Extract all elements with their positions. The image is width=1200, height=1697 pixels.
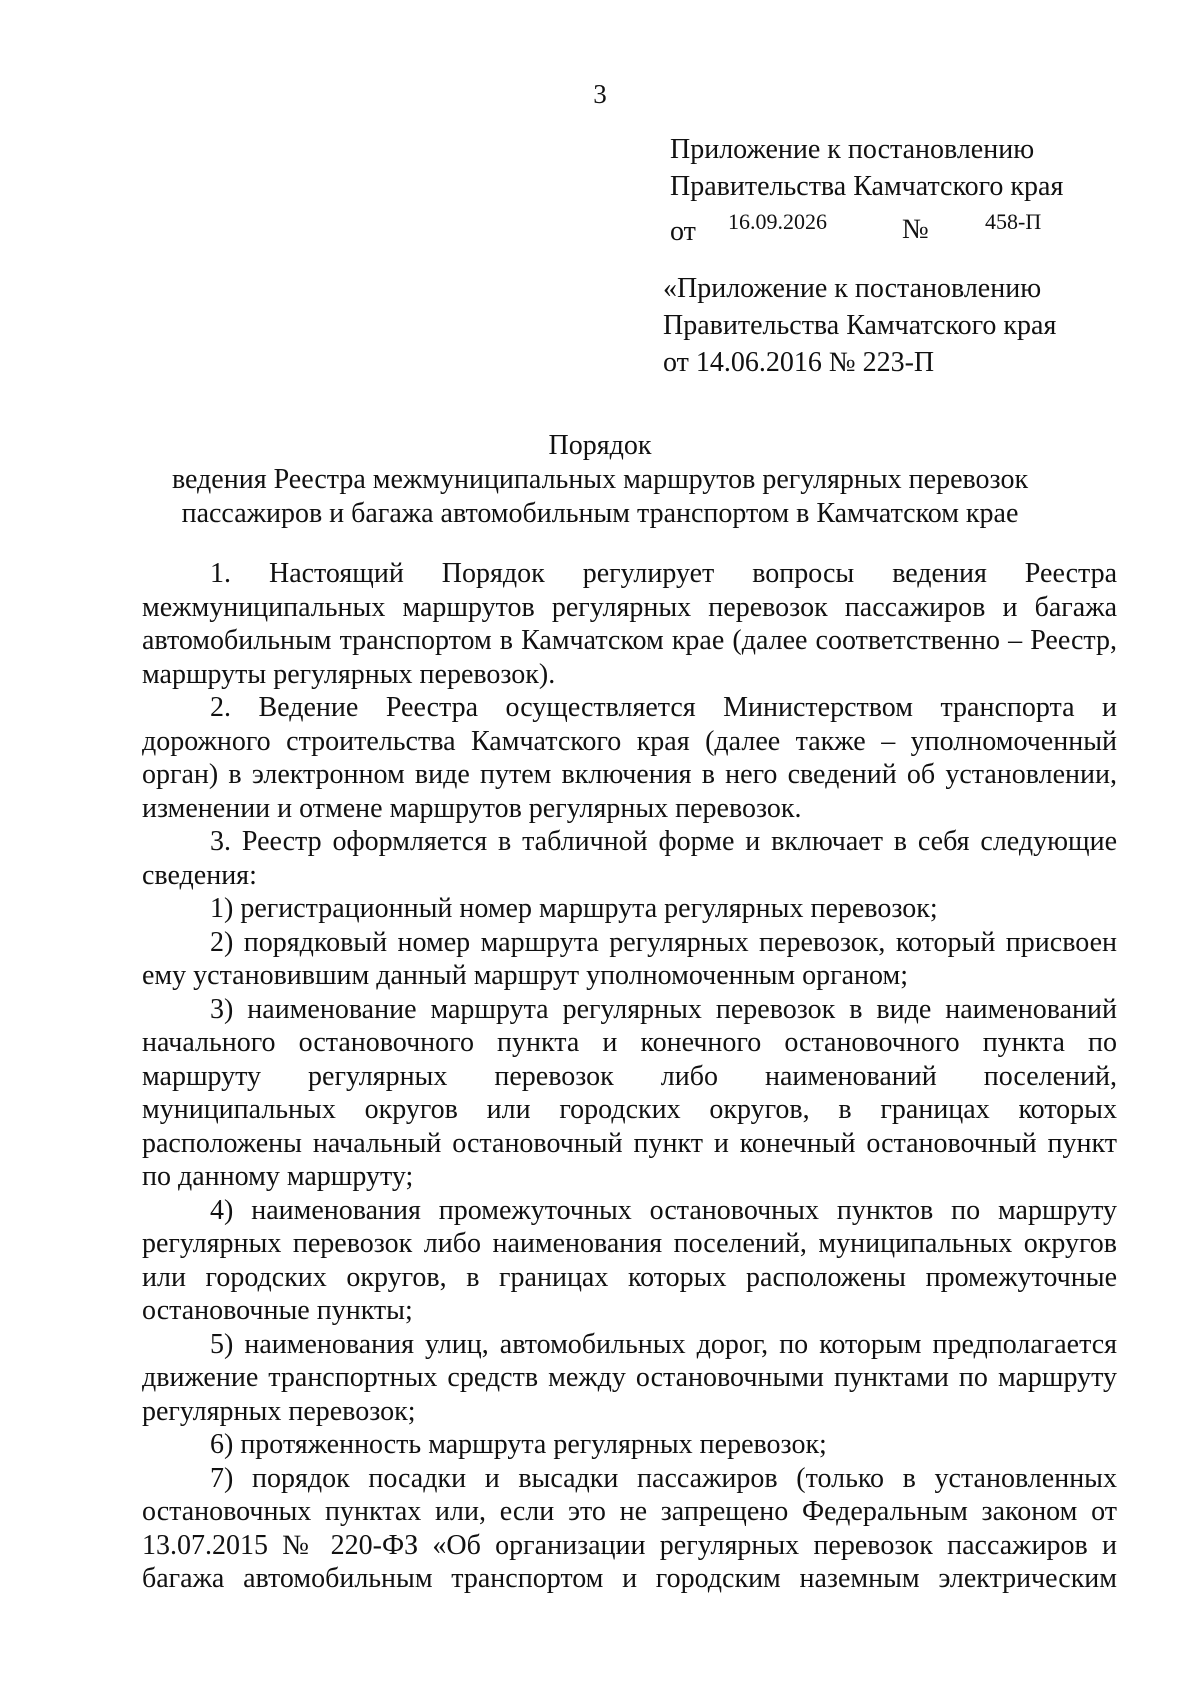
paragraph-2: 2. Ведение Реестра осуществляется Министерством транспорта и дорожного строительства Камчатского края (далее также – уполномоченный орган) в электронном виде путем включения в него сведений об установлении, изменении и отмене маршрутов регулярных перевозок.: [142, 692, 1117, 824]
appendix-original-line1: «Приложение к постановлению: [663, 273, 1042, 304]
list-item-3: 3) наименование маршрута регулярных перевозок в виде наименований начального остановочного пункта и конечного остановочного пункта по маршруту регулярных перевозок либо наименований поселений, муниципальных округов или городских округов, в границах которых расположены начальный остановочный пункт и конечный остановочный пункт по данному маршруту;: [142, 993, 1117, 1192]
title-line2: пассажиров и багажа автомобильным транспортом в Камчатском крае: [181, 498, 1019, 529]
from-label: от: [670, 216, 696, 247]
page-number: 3: [593, 79, 607, 109]
list-item-2: 2) порядковый номер маршрута регулярных перевозок, который присвоен ему установившим данный маршрут уполномоченным органом;: [142, 926, 1117, 991]
list-item-6: 6) протяженность маршрута регулярных перевозок;: [210, 1429, 827, 1460]
list-item-7: 7) порядок посадки и высадки пассажиров (только в установленных остановочных пунктах или, если это не запрещено Федеральным законом от 13.07.2015 № 220-ФЗ «Об организации регулярных перевозок пассажиров и багажа автомобильным транспортом и городским наземным электрическим: [142, 1462, 1117, 1594]
appendix-current-line1: Приложение к постановлению: [670, 134, 1035, 165]
list-item-5: 5) наименования улиц, автомобильных дорог, по которым предполагается движение транспортных средств между остановочными пунктами по маршруту регулярных перевозок;: [142, 1328, 1117, 1427]
title-line1: ведения Реестра межмуниципальных маршрутов регулярных перевозок: [171, 464, 1029, 495]
appendix-current-reference: [670, 205, 1130, 245]
paragraph-1: 1. Настоящий Порядок регулирует вопросы ведения Реестра межмуниципальных маршрутов регулярных перевозок пассажиров и багажа автомобильным транспортом в Камчатском крае (далее соответственно – Реестр, маршруты регулярных перевозок).: [142, 558, 1117, 690]
number-sign: №: [902, 214, 929, 245]
appendix-current-block: [670, 131, 1130, 245]
appendix-current-line2: Правительства Камчатского края: [670, 171, 1064, 202]
appendix-original-line3: от 14.06.2016 № 223-П: [663, 347, 935, 378]
title-heading: Порядок: [548, 430, 652, 461]
appendix-original-block: [663, 270, 1133, 381]
list-item-1: 1) регистрационный номер маршрута регулярных перевозок;: [210, 893, 938, 924]
appendix-original-line2: Правительства Камчатского края: [663, 310, 1057, 341]
paragraph-3: 3. Реестр оформляется в табличной форме и включает в себя следующие сведения:: [142, 826, 1117, 891]
document-title: [0, 429, 1200, 531]
document-body: [142, 557, 1117, 1596]
resolution-date: 16.09.2026: [728, 209, 827, 234]
list-item-4: 4) наименования промежуточных остановочных пунктов по маршруту регулярных перевозок либо наименования поселений, муниципальных округов или городских округов, в границах которых расположены промежуточные остановочные пункты;: [142, 1194, 1117, 1326]
resolution-number: 458-П: [985, 209, 1042, 234]
